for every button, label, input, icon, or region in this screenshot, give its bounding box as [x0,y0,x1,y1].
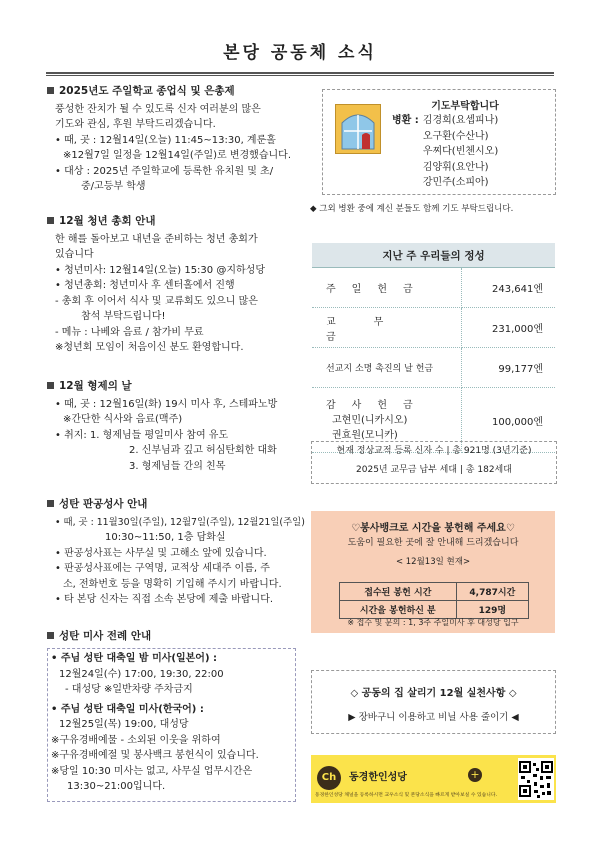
praying-hands-icon [335,104,381,154]
text-line: 소, 전화번호 등을 명확히 기입해 주시기 바랍니다. [63,578,282,590]
channel-name: 동경한인성당 [349,772,407,783]
section-youth-assembly [47,214,305,356]
volunteer-subtitle: 도움이 필요한 곳에 잘 안내해 드리겠습니다 [347,538,519,548]
text-line: ※구유경배예절 및 봉사백크 봉헌식이 있습니다. [51,750,259,761]
volunteer-value: 129명 [456,601,528,619]
prayer-list [392,113,498,191]
prayer-name: 강민주(소피아) [422,177,489,188]
kakao-channel-banner[interactable] [311,755,556,803]
offering-value: 243,641엔 [462,268,556,308]
text-line: - 총회 후 이어서 식사 및 교류회도 있으니 많은 [55,295,258,307]
title-rule [46,72,554,74]
volunteer-label: 접수된 봉헌 시간 [340,583,457,601]
section-heading: 성탄 판공성사 안내 [59,498,148,510]
table-row [340,583,529,601]
prayer-label: 병환 : [392,115,419,126]
table-row [340,601,529,619]
add-channel-icon[interactable]: + [468,768,482,782]
offering-label: 감사헌금 [326,399,429,411]
christmas-mass-details [51,651,291,795]
volunteer-title: ♡봉사뱅크로 시간을 봉헌해 주세요♡ [351,523,515,534]
text-line: • 때, 곳 : 11월30일(주일), 12월7일(주일), 12월21일(주일) [55,516,305,528]
donor-name: 고현민(니카시오) [332,414,408,426]
square-bullet-icon [47,632,54,639]
membership-stats [311,441,557,484]
text-line: ※당일 10:30 미사는 없고, 사무실 업무시간은 [51,765,253,777]
offering-value: 231,000엔 [462,308,556,348]
offering-label: 주일헌금 [312,268,462,308]
text-line: • 청년총회: 청년미사 후 센터홀에서 진행 [55,280,235,291]
text-line: • 타 본당 신자는 직접 소속 본당에 제출 바랍니다. [55,594,274,605]
title-rule-thin [46,75,554,76]
channel-logo-icon: Ch [317,766,341,790]
volunteer-date: < 12월13일 현재> [395,557,471,567]
prayer-name: 김양휘(요안나) [422,161,489,173]
text-line: • 때, 곳 : 12월16일(화) 19시 미사 후, 스테파노방 [55,398,278,410]
text-line: • 때, 곳 : 12월14일(오늘) 11:45~13:30, 계룬홀 [55,134,276,146]
text-line: - 메뉴 : 나베와 음료 / 참가비 무료 [55,326,204,338]
prayer-name: 김경희(요셉피나) [422,115,499,126]
offering-value: 99,177엔 [462,348,556,388]
square-bullet-icon [47,382,54,389]
prayer-name: 오구환(수산나) [422,130,489,142]
text-line: 12월24일(수) 17:00, 19:30, 22:00 [59,668,224,680]
volunteer-bank-box [311,511,555,633]
text-line: • 주님 성탄 대축일 미사(한국어) : [51,703,204,715]
text-line: • 대상 : 2025년 주일학교에 등록한 유치원 및 초/ [55,165,274,177]
volunteer-value: 4,787시간 [456,583,528,601]
text-line: • 판공성사표는 사무실 및 고해소 앞에 있습니다. [55,547,267,559]
text-line: • 주님 성탄 대축일 밤 미사(일본어) : [51,653,217,664]
prayer-note: ◆ 그외 병환 중에 계신 분들도 함께 기도 부탁드립니다. [310,204,514,214]
qr-code-icon[interactable] [518,758,554,800]
prayer-name: 우찌다(빈첸시오) [422,146,499,157]
text-line: 있습니다 [55,249,94,260]
text-line: 10:30~11:50, 1층 담화실 [105,532,226,543]
text-line: • 판공성사표에는 구역명, 교적상 세대주 이름, 주 [55,563,270,574]
volunteer-label: 시간을 봉헌하신 분 [340,601,457,619]
text-line: 3. 형제님들 간의 친목 [129,460,226,472]
text-line: 기도와 관심, 후원 부탁드리겠습니다. [55,119,216,130]
offering-value: 100,000엔 [462,388,556,453]
text-line: 12월25일(목) 19:00, 대성당 [59,719,189,730]
text-line: - 대성당 ※일반차량 주차금지 [65,684,193,695]
text-line: 참석 부탁드립니다! [81,311,166,322]
section-heading: 성탄 미사 전례 안내 [59,630,152,642]
environment-title: ◇ 공동의 집 살리기 12월 실천사항 ◇ [350,688,517,699]
section-confession [47,497,305,608]
environment-practice-box [311,670,556,734]
text-line: ※간단한 식사와 음료(맥주) [63,414,183,425]
table-row [312,268,555,308]
offering-label: 선교지 소명 촉진의 날 헌금 [312,348,462,388]
offering-table [312,243,555,453]
section-school-ceremony [47,84,305,195]
volunteer-table [339,582,529,619]
text-line: • 취지: 1. 형제님들 평일미사 참여 유도 [55,429,229,441]
donor-name: 권효원(모니카) [332,429,398,441]
square-bullet-icon [47,500,54,507]
square-bullet-icon [47,87,54,94]
table-row [312,348,555,388]
text-line: 중/고등부 학생 [81,181,146,192]
text-line: 풍성한 잔치가 될 수 있도록 신자 여러분의 많은 [55,103,261,115]
section-heading: 12월 청년 총회 안내 [59,215,156,227]
section-brothers-day [47,379,305,474]
stats-line: 현재 정상교적 등록 신자 수 | 총 921명 (3년기준) [336,446,532,456]
text-line: ※청년회 모임이 처음이신 분도 환영합니다. [55,342,244,353]
channel-note: 동경한인성당 채널을 등록하시면 교우소식 및 본당소식을 빠르게 받아보실 수 있습니다. [315,793,498,798]
text-line: 2. 신부님과 깊고 허심탄회한 대화 [129,445,277,456]
volunteer-note: ※ 접수 및 문의 : 1, 3주 주일미사 후 대성당 입구 [347,618,519,627]
page-title: 본당 공동체 소식 [223,43,377,63]
text-line: 13:30~21:00입니다. [67,781,166,792]
offering-title: 지난 주 우리들의 정성 [312,243,555,268]
stats-line: 2025년 교무금 납부 세대 | 총 182세대 [356,465,512,475]
text-line: • 청년미사: 12월14일(오늘) 15:30 @지하성당 [55,264,265,276]
environment-action: ▶ 장바구니 이용하고 비닐 사용 줄이기 ◀ [348,712,519,723]
prayer-title: 기도부탁합니다 [431,101,499,112]
text-line: 한 해를 돌아보고 내년을 준비하는 청년 총회가 [55,233,258,245]
offering-label: 교무금 [312,308,462,348]
section-heading: 2025년도 주일학교 종업식 및 은총제 [59,85,235,97]
text-line: ※12월7일 일정을 12월14일(주일)로 변경했습니다. [63,150,291,161]
section-heading: 12월 형제의 날 [59,380,132,392]
square-bullet-icon [47,217,54,224]
text-line: ※구유경배예물 - 소외된 이웃을 위하여 [51,734,221,746]
section-christmas-mass [47,629,305,647]
table-row [312,308,555,348]
